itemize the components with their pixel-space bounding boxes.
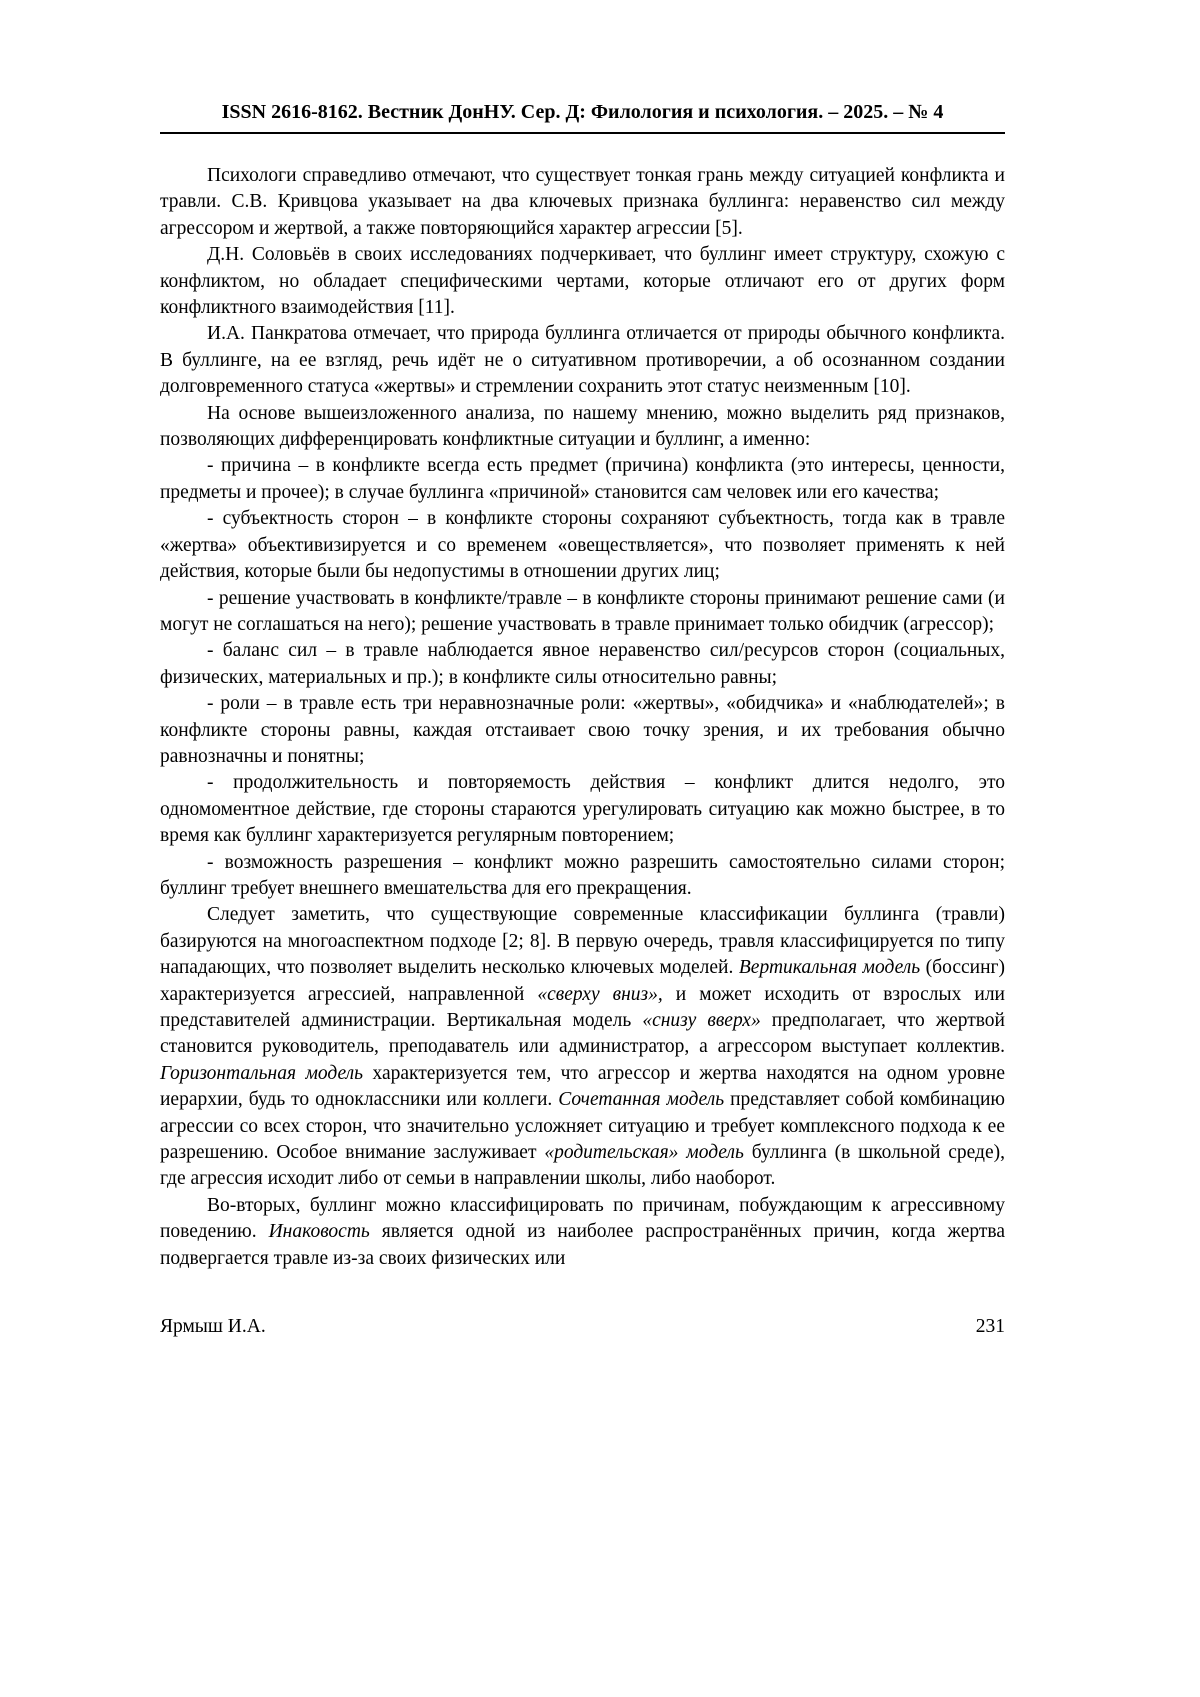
- paragraph-run: Во-вторых, буллинг можно классифицировать по причинам, побуждающим к агрессивному поведению.: [160, 1194, 1005, 1243]
- paragraph-run-italic: Вертикальная модель: [738, 957, 921, 979]
- paragraph: [160, 401, 1005, 454]
- paragraph-run: характеризуется тем, что агрессор и жертва находятся на одном уровне иерархии, будь то одноклассники или коллеги.: [160, 1062, 1005, 1111]
- paragraph-run: - решение участвовать в конфликте/травле – в конфликте стороны принимают решение сами (и могут не соглашаться на него); решение участвовать в травле принимает только обидчик (агрессор);: [160, 587, 1005, 635]
- paragraph-run: является одной из наиболее распространённых причин, когда жертва подвергается травле из-за своих физических или: [160, 1221, 1005, 1269]
- paragraph: [160, 850, 1005, 903]
- paragraph: [160, 902, 1005, 1192]
- paragraph-run: И.А. Панкратова отмечает, что природа буллинга отличается от природы обычного конфликта. В буллинге, на ее взгляд, речь идёт не о ситуативном противоречии, а об осознанном создании долговременного статуса «жертвы» и стремлении сохранить этот статус неизменным [10].: [160, 323, 1005, 398]
- paragraph-run: На основе вышеизложенного анализа, по нашему мнению, можно выделить ряд признаков, позволяющих дифференцировать конфликтные ситуации и буллинг, а именно:: [160, 402, 1005, 451]
- running-head-text: ISSN 2616-8162. Вестник ДонНУ. Сер. Д: Филология и психология. – 2025. – № 4: [221, 101, 944, 123]
- paragraph: [160, 163, 1005, 242]
- paragraph: [160, 770, 1005, 849]
- paragraph-run: и может исходить от взрослых или представителей администрации. Вертикальная модель: [160, 983, 1005, 1031]
- paragraph: [160, 321, 1005, 400]
- paragraph-run-italic: «снизу вверх»: [642, 1010, 761, 1031]
- paragraph-run: (боссинг) характеризуется агрессией, направленной: [160, 957, 1006, 1005]
- paragraph-run: - продолжительность и повторяемость действия – конфликт длится недолго, это одномоментное действие, где стороны стараются урегулировать ситуацию как можно быстрее, в то время как буллинг характеризуется регулярным повторением;: [160, 772, 1005, 847]
- paragraph: [160, 453, 1005, 506]
- paragraph-run: - баланс сил – в травле наблюдается явное неравенство сил/ресурсов сторон (социальных, физических, материальных и пр.); в конфликте силы относительно равны;: [160, 640, 1005, 688]
- paragraph-run: - возможность разрешения – конфликт можно разрешить самостоятельно силами сторон; буллинг требует внешнего вмешательства для его прекращения.: [160, 851, 1005, 899]
- paragraph-run: Следует заметить, что существующие современные классификации буллинга (травли) базируются на многоаспектном подходе [2; 8]. В первую очередь, травля классифицируется по типу нападающих, что позволяет выделить несколько ключевых моделей.: [160, 904, 1005, 979]
- article-body: [160, 163, 1005, 1272]
- paragraph-run: - причина – в конфликте всегда есть предмет (причина) конфликта (это интересы, ценности, предметы и прочее); в случае буллинга «причиной» становится сам человек или его качества;: [160, 455, 1005, 503]
- paragraph-run-italic: «сверху вниз»,: [537, 983, 663, 1005]
- running-head: [160, 100, 1005, 134]
- paragraph-run-italic: Инаковость: [268, 1221, 370, 1243]
- paragraph: [160, 638, 1005, 691]
- footer-page-number: 231: [975, 1316, 1005, 1338]
- paragraph: [160, 586, 1005, 639]
- paragraph-run-italic: «родительская» модель: [544, 1142, 744, 1164]
- paragraph-run: Психологи справедливо отмечают, что существует тонкая грань между ситуацией конфликта и травли. С.В. Кривцова указывает на два ключевых признака буллинга: неравенство сил между агрессором и жертвой, а также повторяющийся характер агрессии [5].: [160, 165, 1005, 239]
- page-footer: [160, 1314, 1005, 1340]
- paragraph-run: предполагает, что жертвой становится руководитель, преподаватель или администратор, а агрессором выступает коллектив.: [160, 1010, 1005, 1058]
- paragraph-run-italic: Сочетанная модель: [558, 1089, 725, 1111]
- paragraph-run: представляет собой комбинацию агрессии со всех сторон, что значительно усложняет ситуацию и требует комплексного подхода к ее разрешению. Особое внимание заслуживает: [160, 1089, 1005, 1164]
- paragraph-run: Д.Н. Соловьёв в своих исследованиях подчеркивает, что буллинг имеет структуру, схожую с конфликтом, но обладает специфическими чертами, которые отличают его от других форм конфликтного взаимодействия [11].: [160, 244, 1005, 319]
- paragraph: [160, 506, 1005, 585]
- paragraph: [160, 1193, 1005, 1272]
- paragraph-run: - субъектность сторон – в конфликте стороны сохраняют субъектность, тогда как в травле «жертва» объективизируется и со временем «овеществляется», что позволяет применять к ней действия, которые были бы недопустимы в отношении других лиц;: [160, 508, 1005, 583]
- paragraph: [160, 242, 1005, 321]
- paragraph-run-italic: Горизонтальная модель: [160, 1062, 364, 1084]
- paragraph-run: буллинга (в школьной среде), где агрессия исходит либо от семьи в направлении школы, либо наоборот.: [160, 1142, 1005, 1190]
- paragraph: [160, 691, 1005, 770]
- footer-author: Ярмыш И.А.: [160, 1316, 266, 1338]
- paragraph-run: - роли – в травле есть три неравнозначные роли: «жертвы», «обидчика» и «наблюдателей»; в конфликте стороны равны, каждая отстаивает свою точку зрения, и их требования обычно равнозначны и понятны;: [160, 693, 1005, 767]
